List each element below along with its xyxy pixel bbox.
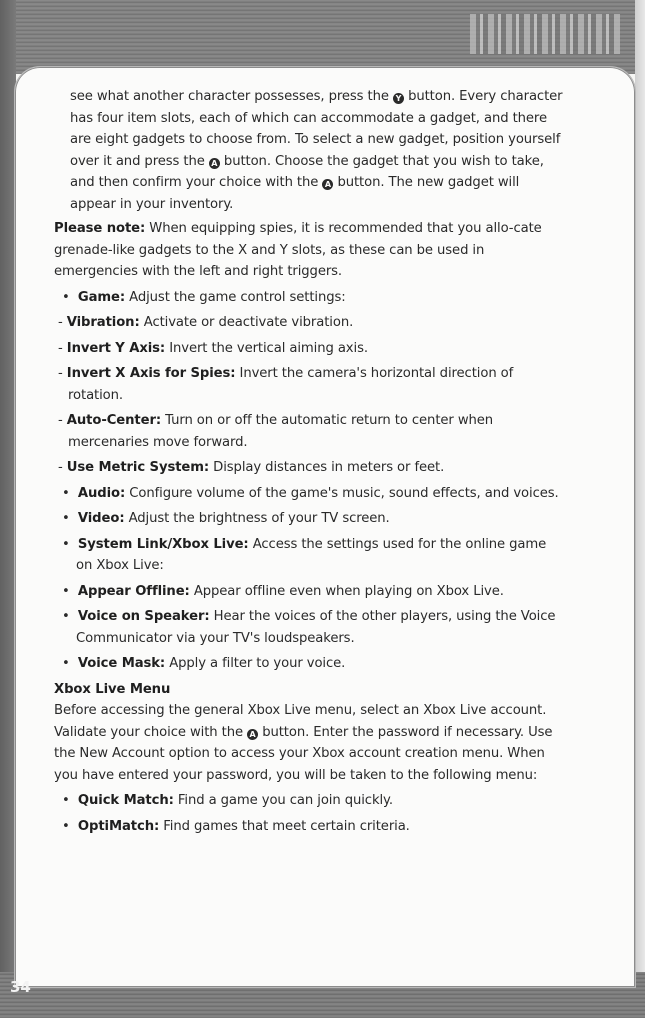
list-item <box>54 287 564 309</box>
item-label: Audio: <box>77 485 126 501</box>
item-label: Game: <box>77 289 126 305</box>
right-page-edge <box>635 0 645 1018</box>
intro-text-4: button. The new gadget will appear in your inventory. <box>70 175 520 212</box>
list-item <box>54 363 564 406</box>
list-item <box>54 790 564 812</box>
intro-text-1: see what another character possesses, press the <box>70 89 389 104</box>
section-heading: Xbox Live Menu <box>54 681 171 697</box>
intro-text-2: button. Every character has four item slots, each of which can accommodate a gadget, and there are eight gadgets to choose from. To select a new gadget, position yourself over it and press the <box>70 89 563 169</box>
options-list <box>54 287 564 675</box>
item-text: Activate or deactivate vibration. <box>139 315 354 330</box>
list-item <box>54 581 564 603</box>
item-text: Invert the camera's horizontal direction of rotation. <box>68 366 514 403</box>
bullet-marker: • <box>62 583 70 599</box>
intro-paragraph <box>54 86 564 215</box>
item-text: Turn on or off the automatic return to center when mercenaries move forward. <box>68 413 494 450</box>
item-text: Display distances in meters or feet. <box>209 460 445 475</box>
list-item <box>54 410 564 453</box>
bullet-marker: • <box>62 511 70 526</box>
dash-marker: - <box>58 460 63 475</box>
item-text: Invert the vertical aiming axis. <box>165 340 368 356</box>
item-text: Appear offline even when playing on Xbox Live. <box>189 583 504 599</box>
item-label: Voice Mask: <box>77 656 166 671</box>
item-label: Auto-Center: <box>66 413 162 428</box>
list-item <box>54 653 564 675</box>
bullet-marker: • <box>62 485 70 501</box>
list-item <box>54 508 564 530</box>
a-button-icon: A <box>247 729 258 740</box>
a-button-icon: A <box>209 158 220 169</box>
item-text: Adjust the brightness of your TV screen. <box>124 511 390 526</box>
dash-marker: - <box>58 340 63 356</box>
intro-text-3: button. Choose the gadget that you wish to take, and then confirm your choice with the <box>70 153 544 190</box>
item-label: Video: <box>77 511 125 526</box>
item-label: Voice on Speaker: <box>77 609 210 624</box>
list-item <box>54 606 564 649</box>
page-number: 34 <box>10 978 31 996</box>
y-button-icon: Y <box>393 93 404 104</box>
note-paragraph <box>54 218 564 283</box>
menu-text-1: Before accessing the general Xbox Live menu, select an Xbox Live account. Validate your choice with the <box>54 703 547 740</box>
item-text: Apply a filter to your voice. <box>165 656 346 671</box>
list-item <box>54 457 564 479</box>
item-text: Access the settings used for the online game on Xbox Live: <box>76 536 547 573</box>
item-text: Find a game you can join quickly. <box>173 793 393 808</box>
note-label: Please note: <box>54 221 146 236</box>
item-label: OptiMatch: <box>77 818 160 834</box>
bullet-marker: • <box>62 656 70 671</box>
menu-text-2: button. Enter the password if necessary. Use the New Account option to access your Xbox account creation menu. When you have entered your password, you will be taken to the following menu: <box>54 724 553 783</box>
item-label: Use Metric System: <box>66 460 210 475</box>
menu-paragraph <box>54 700 564 786</box>
bullet-marker: • <box>62 818 70 834</box>
item-label: Vibration: <box>66 315 140 330</box>
dash-marker: - <box>58 366 63 381</box>
list-item <box>54 816 564 838</box>
bullet-marker: • <box>62 609 70 624</box>
dash-marker: - <box>58 413 63 428</box>
note-text: When equipping spies, it is recommended that you allo-cate grenade-like gadgets to the X and Y slots, as these can be used in emergencies with the left and right triggers. <box>54 221 542 279</box>
a-button-icon: A <box>322 179 333 190</box>
item-label: Appear Offline: <box>77 583 190 599</box>
top-decorative-band <box>0 0 645 74</box>
page-content <box>54 86 564 837</box>
list-item <box>54 312 564 334</box>
list-item <box>54 534 564 577</box>
item-label: System Link/Xbox Live: <box>77 536 249 552</box>
item-text: Find games that meet certain criteria. <box>159 818 410 834</box>
item-label: Invert X Axis for Spies: <box>66 366 236 381</box>
item-text: Adjust the game control settings: <box>125 289 346 305</box>
bullet-marker: • <box>62 793 70 808</box>
item-text: Configure volume of the game's music, sound effects, and voices. <box>125 485 559 501</box>
bullet-marker: • <box>62 536 70 552</box>
list-item <box>54 338 564 360</box>
item-label: Invert Y Axis: <box>66 340 166 356</box>
item-text: Hear the voices of the other players, using the Voice Communicator via your TV's loudspeakers. <box>76 609 556 646</box>
top-band-pattern <box>470 14 620 54</box>
dash-marker: - <box>58 315 63 330</box>
bullet-marker: • <box>62 289 70 305</box>
list-item <box>54 483 564 505</box>
item-label: Quick Match: <box>77 793 174 808</box>
menu-list <box>54 790 564 837</box>
